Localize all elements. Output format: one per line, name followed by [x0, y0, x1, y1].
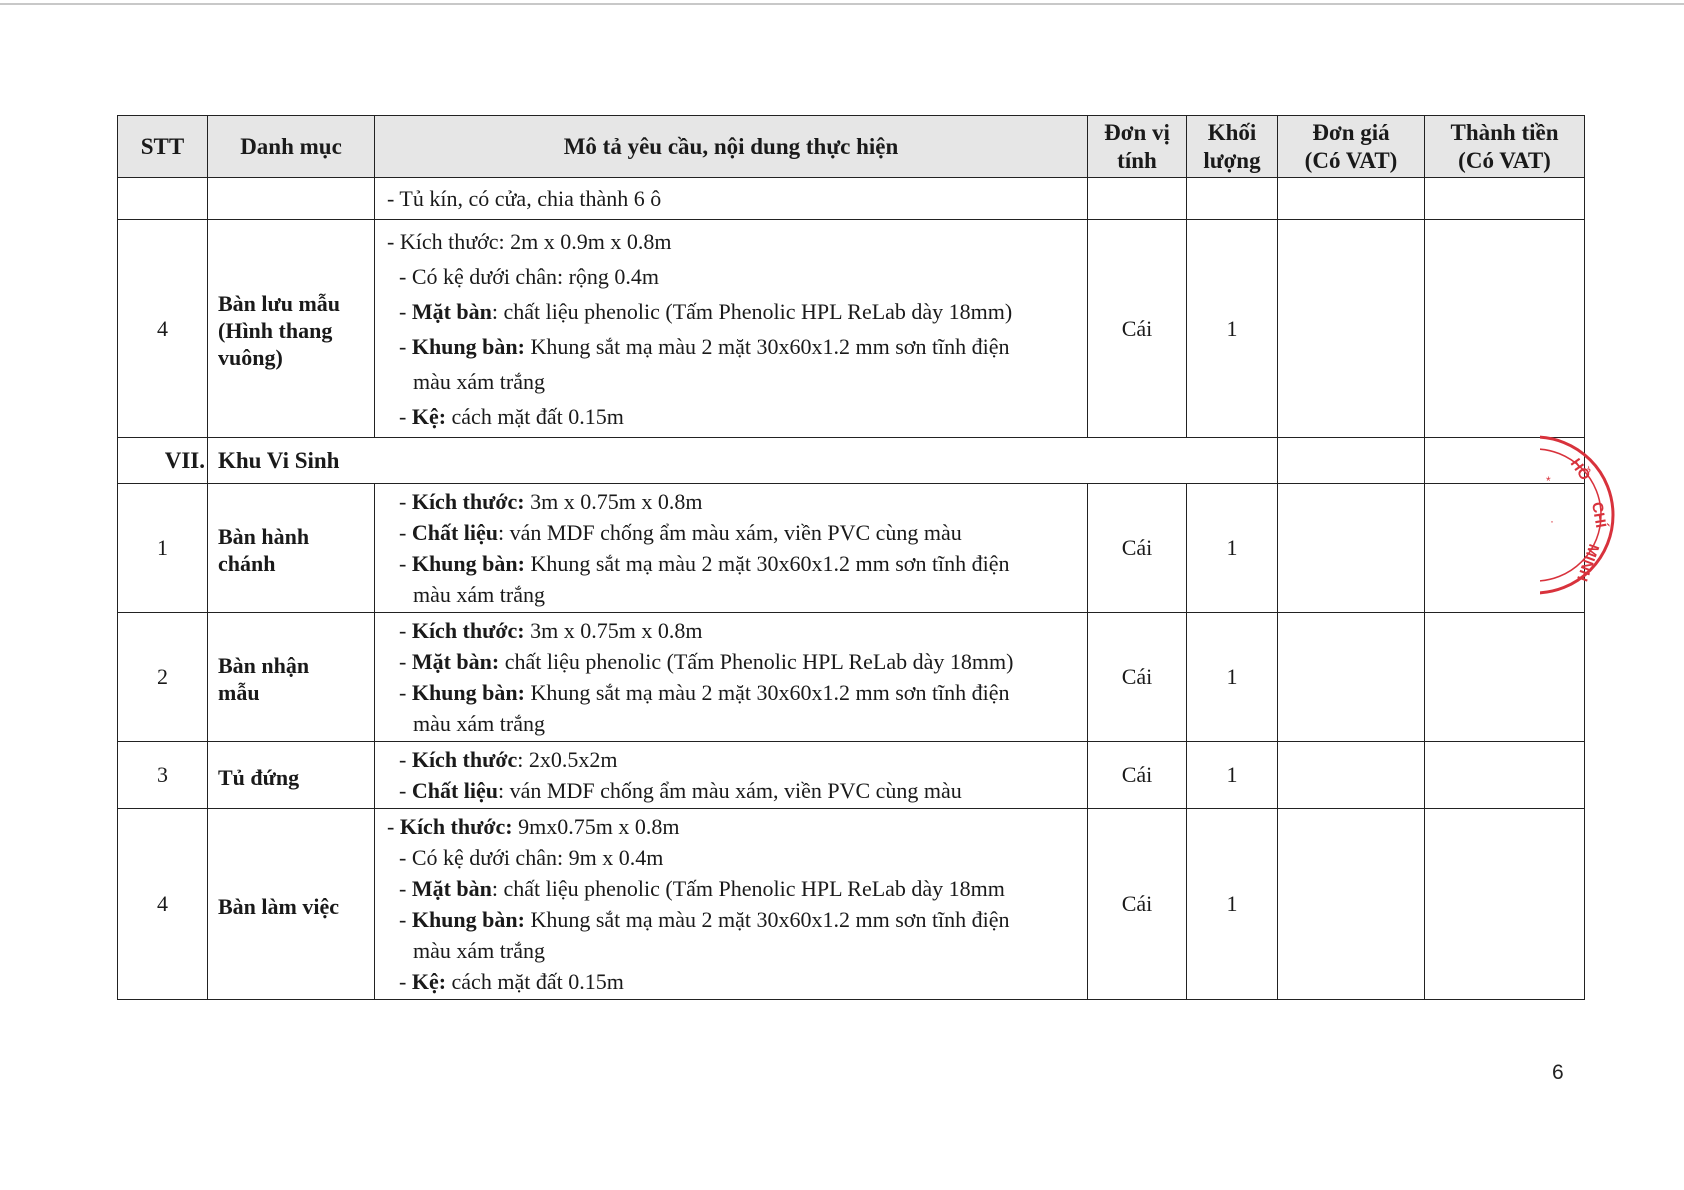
cell-empty	[1088, 178, 1187, 220]
description-line: màu xám trắng	[413, 368, 545, 394]
cell-category	[208, 742, 375, 809]
table-row	[118, 742, 1585, 809]
category-line: Tủ đứng	[218, 764, 300, 790]
seal-text-2: CHÍ	[1588, 500, 1610, 530]
header-total	[1425, 116, 1585, 178]
cell-description	[375, 484, 1088, 613]
official-seal-stamp	[1540, 425, 1630, 605]
description-label: Kệ:	[411, 969, 447, 994]
description-line: - Chất liệu: ván MDF chống ẩm màu xám, viền PVC cùng màu	[399, 778, 962, 803]
description-label: Mặt bàn:	[411, 649, 500, 674]
cell-category	[208, 613, 375, 742]
category-line: Bàn làm việc	[218, 893, 339, 919]
seal-graphic	[1540, 425, 1630, 605]
description-label: Khung bàn:	[411, 680, 525, 705]
cell-empty	[208, 178, 375, 220]
description-label: Khung bàn:	[411, 907, 525, 932]
description-label: Kích thước	[411, 747, 518, 772]
table-header-row	[118, 116, 1585, 178]
description-label: Mặt bàn	[411, 876, 492, 901]
cell-category	[208, 220, 375, 438]
seal-text-5: ·	[1550, 514, 1554, 528]
description-label: Chất liệu	[411, 778, 499, 803]
description-label: Khung bàn:	[411, 333, 525, 359]
category-line: Bàn lưu mẫu	[218, 291, 341, 316]
table-row	[118, 809, 1585, 1000]
scan-top-edge	[0, 3, 1684, 5]
cell-stt: 1	[118, 484, 208, 613]
header-total-line2: (Có VAT)	[1458, 147, 1551, 173]
category-line: (Hình thang	[218, 318, 333, 343]
header-total-line1: Thành tiền	[1450, 119, 1559, 145]
seal-text-3: MINH	[1573, 541, 1603, 584]
cell-quantity: 1	[1187, 484, 1278, 613]
description-line: màu xám trắng	[413, 711, 545, 736]
description-line: - Khung bàn: Khung sắt mạ màu 2 mặt 30x60x1.2 mm sơn tĩnh điện	[399, 551, 1010, 576]
cell-stt: 3	[118, 742, 208, 809]
description-line: - Khung bàn: Khung sắt mạ màu 2 mặt 30x60x1.2 mm sơn tĩnh điện	[399, 907, 1010, 932]
header-description: Mô tả yêu cầu, nội dung thực hiện	[375, 116, 1088, 178]
section-row	[118, 438, 1585, 484]
cell-total	[1425, 809, 1585, 1000]
cell-empty	[1187, 178, 1278, 220]
description-line: màu xám trắng	[413, 938, 545, 963]
cell-category	[208, 484, 375, 613]
description-line: - Khung bàn: Khung sắt mạ màu 2 mặt 30x60x1.2 mm sơn tĩnh điện	[399, 333, 1010, 359]
description-label: Kích thước:	[399, 814, 513, 839]
cell-stt: 4	[118, 809, 208, 1000]
category-line: mẫu	[218, 680, 260, 705]
cell-empty	[118, 178, 208, 220]
cell-stt: 2	[118, 613, 208, 742]
seal-text-1: HỒ	[1566, 455, 1594, 484]
description-text: cách mặt đất 0.15m	[446, 969, 624, 994]
cell-description	[375, 220, 1088, 438]
cell-quantity: 1	[1187, 809, 1278, 1000]
description-line: - Kích thước: 2m x 0.9m x 0.8m	[387, 228, 672, 254]
header-unit-line1: Đơn vị	[1104, 119, 1170, 145]
cell-unit: Cái	[1088, 742, 1187, 809]
cell-total	[1425, 220, 1585, 438]
description-label: Kệ:	[411, 403, 447, 429]
description-text: 9mx0.75m x 0.8m	[512, 814, 680, 839]
description-text: Khung sắt mạ màu 2 mặt 30x60x1.2 mm sơn tĩnh điện	[524, 333, 1010, 359]
table-row	[118, 484, 1585, 613]
cell-description	[375, 613, 1088, 742]
description-text: : chất liệu phenolic (Tấm Phenolic HPL ReLab dày 18mm)	[491, 298, 1013, 324]
description-text: 3m x 0.75m x 0.8m	[524, 489, 703, 514]
cell-category	[208, 809, 375, 1000]
cell-empty	[1278, 178, 1425, 220]
category-line: chánh	[218, 551, 276, 576]
cell-quantity: 1	[1187, 742, 1278, 809]
description-label: Chất liệu	[411, 520, 499, 545]
cell-unit-price	[1278, 742, 1425, 809]
description-text: cách mặt đất 0.15m	[446, 403, 624, 429]
description-label: Mặt bàn	[411, 298, 492, 324]
header-unit-line2: tính	[1117, 147, 1157, 173]
cell-empty	[1278, 438, 1425, 484]
cell-stt: 4	[118, 220, 208, 438]
cell-unit: Cái	[1088, 809, 1187, 1000]
description-label: Kích thước:	[411, 489, 525, 514]
header-category: Danh mục	[208, 116, 375, 178]
description-line: - Kệ: cách mặt đất 0.15m	[399, 969, 624, 994]
description-text: : ván MDF chống ẩm màu xám, viền PVC cùng màu	[498, 520, 962, 545]
description-line: - Kệ: cách mặt đất 0.15m	[399, 403, 624, 429]
description-label: Kích thước:	[411, 618, 525, 643]
header-qty-line2: lượng	[1203, 147, 1261, 173]
cell-empty	[1425, 178, 1585, 220]
description-line: - Mặt bàn: chất liệu phenolic (Tấm Phenolic HPL ReLab dày 18mm)	[399, 649, 1014, 674]
cell-unit: Cái	[1088, 613, 1187, 742]
description-line: - Tủ kín, có cửa, chia thành 6 ô	[387, 186, 662, 211]
seal-text-4: *	[1546, 474, 1551, 488]
cell-unit-price	[1278, 484, 1425, 613]
section-number: VII.	[118, 438, 208, 484]
description-line: màu xám trắng	[413, 582, 545, 607]
cell-unit-price	[1278, 809, 1425, 1000]
description-text: : ván MDF chống ẩm màu xám, viền PVC cùng màu	[498, 778, 962, 803]
description-text: Khung sắt mạ màu 2 mặt 30x60x1.2 mm sơn tĩnh điện	[524, 551, 1010, 576]
description-line: - Có kệ dưới chân: 9m x 0.4m	[399, 845, 664, 870]
description-line: - Kích thước: 3m x 0.75m x 0.8m	[399, 618, 703, 643]
description-line: - Kích thước: 3m x 0.75m x 0.8m	[399, 489, 703, 514]
cell-total	[1425, 613, 1585, 742]
description-line: - Kích thước: 2x0.5x2m	[399, 747, 618, 772]
category-line: Bàn hành	[218, 524, 310, 549]
cell-quantity: 1	[1187, 220, 1278, 438]
header-price-line2: (Có VAT)	[1304, 147, 1398, 173]
header-price-line1: Đơn giá	[1312, 119, 1390, 145]
header-quantity	[1187, 116, 1278, 178]
cell-unit-price	[1278, 220, 1425, 438]
description-line: - Khung bàn: Khung sắt mạ màu 2 mặt 30x60x1.2 mm sơn tĩnh điện	[399, 680, 1010, 705]
cell-quantity: 1	[1187, 613, 1278, 742]
cell-unit: Cái	[1088, 484, 1187, 613]
category-line: Bàn nhận	[218, 653, 310, 678]
header-qty-line1: Khối	[1207, 119, 1257, 145]
section-title: Khu Vi Sinh	[208, 438, 1278, 484]
description-text: 3m x 0.75m x 0.8m	[524, 618, 703, 643]
cell-description	[375, 809, 1088, 1000]
header-stt: STT	[118, 116, 208, 178]
cell-total	[1425, 742, 1585, 809]
page-number: 6	[1552, 1061, 1564, 1084]
description-text: : 2x0.5x2m	[517, 747, 618, 772]
description-label: Khung bàn:	[411, 551, 525, 576]
description-line: - Chất liệu: ván MDF chống ẩm màu xám, viền PVC cùng màu	[399, 520, 962, 545]
description-line: - Kích thước: 9mx0.75m x 0.8m	[387, 814, 680, 839]
table-row	[118, 613, 1585, 742]
description-line: - Mặt bàn: chất liệu phenolic (Tấm Phenolic HPL ReLab dày 18mm)	[399, 298, 1013, 324]
cell-description	[375, 178, 1088, 220]
header-unit	[1088, 116, 1187, 178]
category-line: vuông)	[218, 345, 283, 370]
cell-description	[375, 742, 1088, 809]
specification-table	[117, 115, 1585, 1000]
description-line: - Mặt bàn: chất liệu phenolic (Tấm Phenolic HPL ReLab dày 18mm	[399, 876, 1005, 901]
table-row-continuation	[118, 178, 1585, 220]
cell-unit-price	[1278, 613, 1425, 742]
cell-unit: Cái	[1088, 220, 1187, 438]
table-row	[118, 220, 1585, 438]
header-unit-price	[1278, 116, 1425, 178]
description-text: Khung sắt mạ màu 2 mặt 30x60x1.2 mm sơn tĩnh điện	[524, 907, 1010, 932]
description-text: chất liệu phenolic (Tấm Phenolic HPL ReLab dày 18mm)	[499, 649, 1014, 674]
description-text: Khung sắt mạ màu 2 mặt 30x60x1.2 mm sơn tĩnh điện	[524, 680, 1010, 705]
description-text: : chất liệu phenolic (Tấm Phenolic HPL ReLab dày 18mm	[491, 876, 1005, 901]
description-line: - Có kệ dưới chân: rộng 0.4m	[399, 263, 660, 289]
